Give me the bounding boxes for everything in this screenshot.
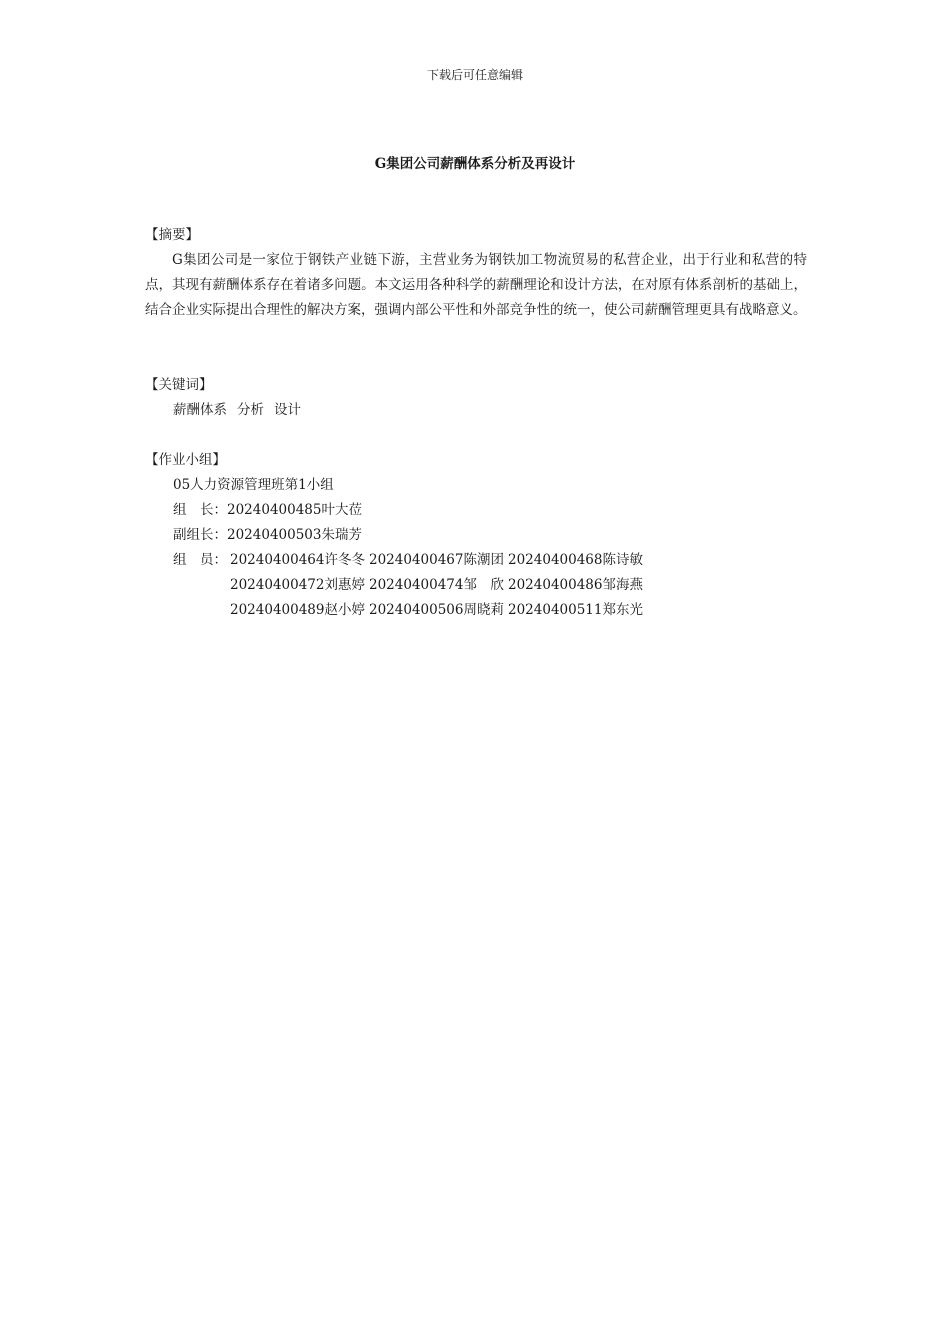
member-entry: 20240400464许冬冬 <box>230 552 365 568</box>
keywords-section <box>145 373 807 423</box>
group-leader: 组 长：20240400485叶大莅 <box>173 502 362 518</box>
members-label: 组 员： <box>173 552 227 568</box>
keyword-item: 设计 <box>274 402 301 418</box>
member-entry: 20240400472刘惠婷 <box>230 577 365 593</box>
member-row <box>145 548 807 573</box>
keyword-item: 分析 <box>237 402 264 418</box>
member-entry: 20240400467陈潮团 <box>369 552 504 568</box>
member-entry: 20240400506周晓莉 <box>369 602 504 618</box>
keyword-item: 薪酬体系 <box>173 402 227 418</box>
member-list <box>145 548 807 623</box>
abstract-heading: 【摘要】 <box>145 227 199 243</box>
member-row <box>145 598 807 623</box>
group-vice-leader: 副组长：20240400503朱瑞芳 <box>173 527 362 543</box>
abstract-section <box>145 223 807 323</box>
keywords-line <box>145 398 807 423</box>
group-heading: 【作业小组】 <box>145 452 226 468</box>
group-class-name: 05人力资源管理班第1小组 <box>173 477 334 493</box>
abstract-text: G集团公司是一家位于钢铁产业链下游，主营业务为钢铁加工物流贸易的私营企业，出于行业和私营的特点，其现有薪酬体系存在着诸多问题。本文运用各种科学的薪酬理论和设计方法，在对原有体系剖析的基础上，结合企业实际提出合理性的解决方案，强调内部公平性和外部竞争性的统一，使公司薪酬管理更具有战略意义。 <box>145 252 807 318</box>
member-entry: 20240400511郑东光 <box>508 602 643 618</box>
member-entry: 20240400489赵小婷 <box>230 602 365 618</box>
keywords-heading: 【关键词】 <box>145 377 213 393</box>
member-row <box>145 573 807 598</box>
member-entry: 20240400486邹海燕 <box>508 577 643 593</box>
header-note: 下载后可任意编辑 <box>426 68 523 82</box>
group-section <box>145 448 807 623</box>
member-entry: 20240400468陈诗敏 <box>508 552 643 568</box>
document-title: G集团公司薪酬体系分析及再设计 <box>374 156 576 172</box>
member-entry: 20240400474邹 欣 <box>369 577 504 593</box>
